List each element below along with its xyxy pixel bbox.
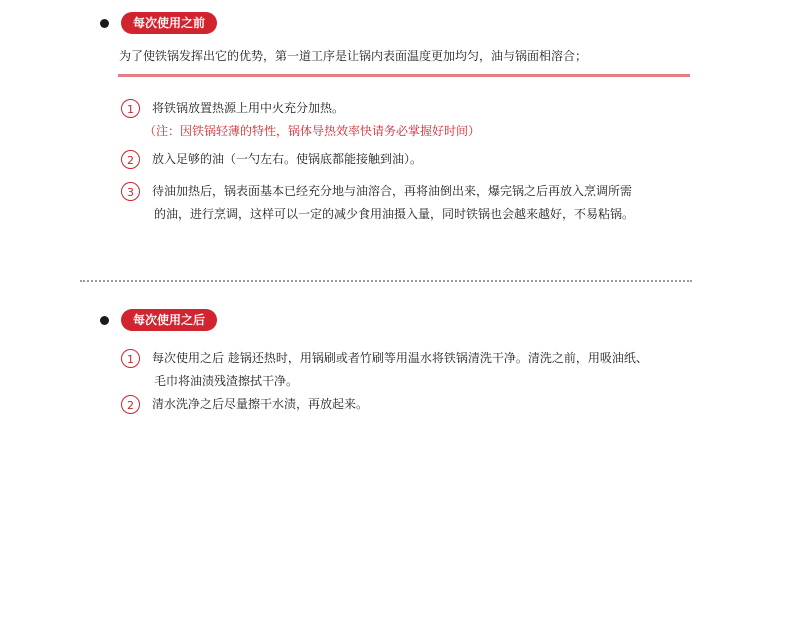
step-text: 放入足够的油（一勺左右。使锅底都能接触到油）。 (152, 152, 423, 166)
step-number: 3 (121, 182, 140, 201)
section-title-before-use: 每次使用之前 (121, 12, 217, 34)
dotted-separator (80, 280, 692, 282)
step-note: （注：因铁锅轻薄的特性，锅体导热效率快请务必掌握好时间） (144, 124, 481, 138)
step-text-continued: 毛巾将油渍残渣擦拭干净。 (154, 374, 299, 388)
step-number: 2 (121, 395, 140, 414)
step-number: 1 (121, 99, 140, 118)
red-divider (118, 74, 690, 77)
step-number: 2 (121, 150, 140, 169)
step-text: 每次使用之后 趁锅还热时，用锅刷或者竹刷等用温水将铁锅清洗干净。清洗之前，用吸油纸、 (152, 351, 648, 365)
section-title-after-use: 每次使用之后 (121, 309, 217, 331)
step-text: 清水洗净之后尽量擦干水渍，再放起来。 (152, 397, 369, 411)
intro-text: 为了使铁锅发挥出它的优势，第一道工序是让锅内表面温度更加均匀，油与锅面相溶合； (119, 49, 588, 63)
bullet-dot (100, 316, 109, 325)
step-text: 待油加热后，锅表面基本已经充分地与油溶合，再将油倒出来，爆完锅之后再放入烹调所需 (152, 184, 633, 198)
step-number: 1 (121, 349, 140, 368)
bullet-dot (100, 19, 109, 28)
step-text: 将铁锅放置热源上用中火充分加热。 (152, 101, 345, 115)
step-text-continued: 的油，进行烹调，这样可以一定的减少食用油摄入量，同时铁锅也会越来越好，不易粘锅。 (154, 207, 635, 221)
